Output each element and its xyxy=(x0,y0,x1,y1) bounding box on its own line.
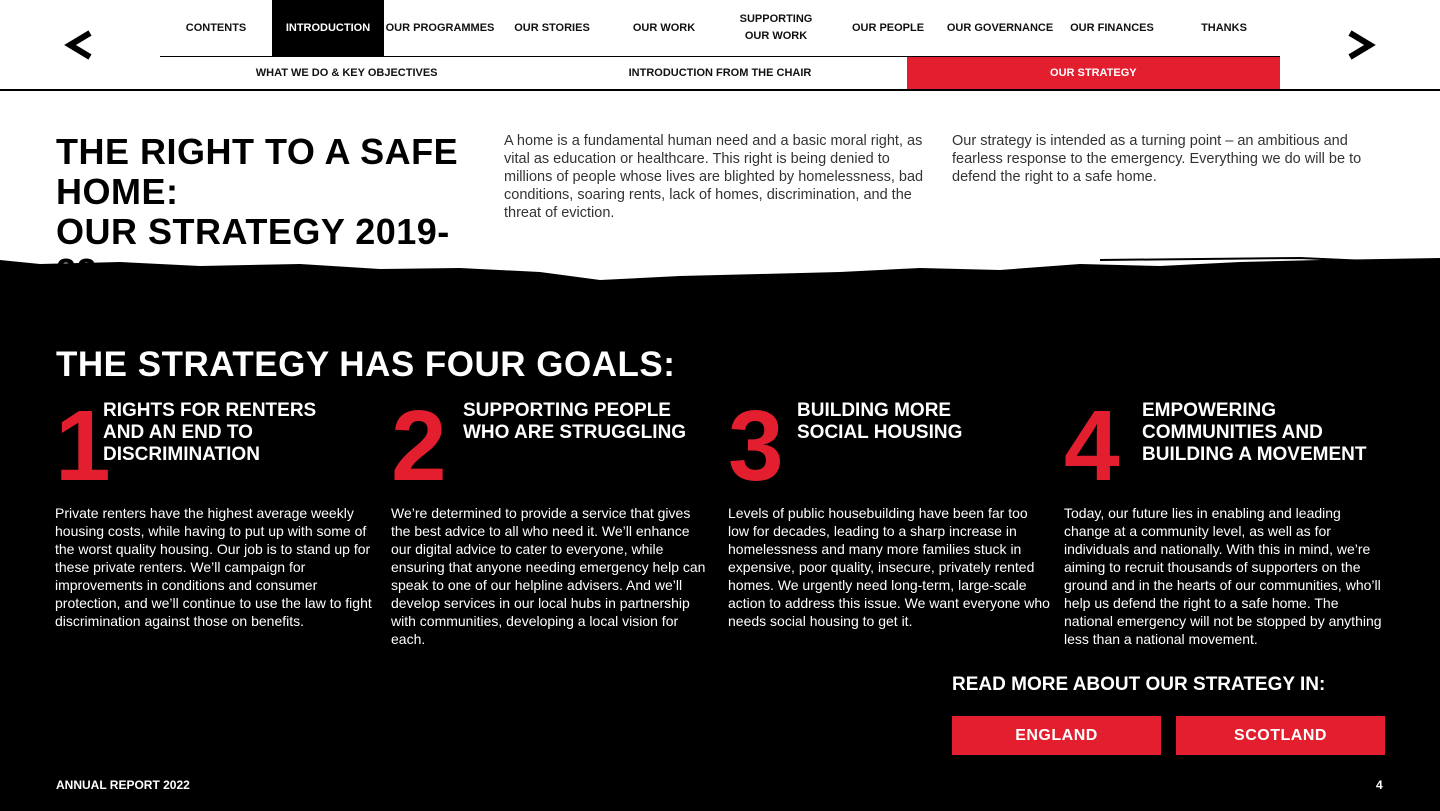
header-area xyxy=(0,0,1440,290)
goals-title: THE STRATEGY HAS FOUR GOALS: xyxy=(56,345,676,384)
page-number: 4 xyxy=(1376,778,1383,792)
subtab-our-strategy[interactable]: OUR STRATEGY xyxy=(907,57,1280,89)
tab-our-work[interactable]: OUR WORK xyxy=(632,21,696,34)
goal-heading: RIGHTS FOR RENTERS AND AN END TO DISCRIMINATION xyxy=(103,400,317,465)
goal-body: Today, our future lies in enabling and leading change at a community level, as well as for individuals and nationally. With this in mind, we’re aiming to recruit thousands of supporters on the ground and in the hearts of our communities, who’ll help us defend the right to a safe home. The national emergency will not be stopped by anything less than a national movement. xyxy=(1064,505,1382,647)
goal-heading: EMPOWERING COMMUNITIES AND BUILDING A MOVEMENT xyxy=(1142,400,1367,465)
navigation-bar xyxy=(0,0,1440,91)
chevron-left-icon[interactable] xyxy=(60,20,100,70)
subtab-introduction-from-chair[interactable]: INTRODUCTION FROM THE CHAIR xyxy=(628,67,812,79)
goal-body: We’re determined to provide a service that gives the best advice to all who need it. We’ll enhance our digital advice to cater to everyone, while ensuring that anyone needing emergency help can speak to one of our helpline advisers. And we’ll develop services in our local hubs in partnership with communities, developing a local vision for each. xyxy=(391,505,706,647)
tab-contents[interactable]: CONTENTS xyxy=(185,21,247,34)
goal-heading: BUILDING MORE SOCIAL HOUSING xyxy=(797,400,963,443)
tab-supporting-our-work[interactable]: SUPPORTING OUR WORK xyxy=(739,13,813,42)
goal-body: Private renters have the highest average weekly housing costs, while having to put up with some of the worst quality housing. Our job is to stand up for these private renters. We’ll campaign for improvements in conditions and consumer protection, and we’ll continue to use the law to fight discrimination against those on benefits. xyxy=(55,505,372,629)
page-title-line-1: THE RIGHT TO A SAFE HOME: xyxy=(56,131,459,212)
tab-thanks[interactable]: THANKS xyxy=(1201,21,1247,34)
goal-number: 3 xyxy=(728,390,784,502)
brush-stroke-divider xyxy=(0,250,1440,300)
tab-our-people[interactable]: OUR PEOPLE xyxy=(851,21,925,34)
read-more-label: READ MORE ABOUT OUR STRATEGY IN: xyxy=(952,674,1326,695)
sub-tabs xyxy=(160,57,1280,89)
england-button[interactable]: ENGLAND xyxy=(952,716,1161,755)
footer-report-title: ANNUAL REPORT 2022 xyxy=(56,778,190,792)
tab-our-finances[interactable]: OUR FINANCES xyxy=(1070,21,1154,34)
chevron-right-icon[interactable] xyxy=(1340,20,1380,70)
subtab-what-we-do[interactable]: WHAT WE DO & KEY OBJECTIVES xyxy=(255,67,438,79)
intro-paragraph-2: Our strategy is intended as a turning point – an ambitious and fearless response to the emergency. Everything we do will be to defend the right to a safe home. xyxy=(952,133,1362,185)
page-title-line-2: OUR STRATEGY 2019- xyxy=(56,211,450,252)
tab-our-programmes[interactable]: OUR PROGRAMMES xyxy=(385,21,495,34)
goal-number: 2 xyxy=(391,390,447,502)
goal-body: Levels of public housebuilding have been far too low for decades, leading to a sharp increase in homelessness and many more families stuck in expensive, poor quality, insecure, privately rented homes. We urgently need long-term, large-scale action to address this issue. We want everyone who needs social housing to get it. xyxy=(728,505,1050,629)
main-tabs xyxy=(160,0,1280,57)
tab-our-governance[interactable]: OUR GOVERNANCE xyxy=(946,21,1054,34)
goal-heading: SUPPORTING PEOPLE WHO ARE STRUGGLING xyxy=(463,400,687,443)
tab-our-stories[interactable]: OUR STORIES xyxy=(514,21,590,34)
goal-number: 4 xyxy=(1064,390,1120,502)
goal-number: 1 xyxy=(55,390,111,502)
scotland-button[interactable]: SCOTLAND xyxy=(1176,716,1385,755)
tab-introduction[interactable]: INTRODUCTION xyxy=(272,0,384,56)
intro-paragraph-1: A home is a fundamental human need and a basic moral right, as vital as education or healthcare. This right is being denied to millions of people whose lives are blighted by homelessness, bad conditions, soaring rents, lack of homes, discrimination, and the threat of eviction. xyxy=(504,133,924,221)
